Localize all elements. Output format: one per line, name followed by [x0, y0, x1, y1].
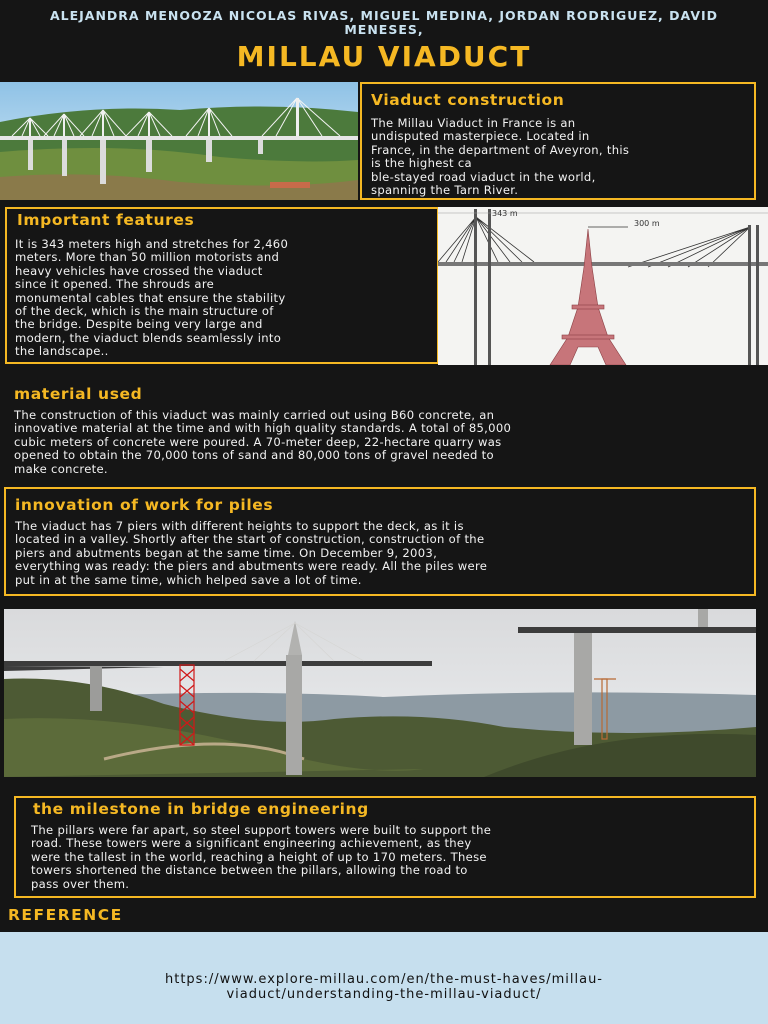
text-line: The Millau Viaduct in France is an — [371, 116, 576, 130]
text-line: ble-stayed road viaduct in the world, — [371, 169, 596, 184]
material-text — [14, 409, 759, 476]
text-line: pass over them. — [31, 876, 130, 891]
reference-url-line[interactable]: https://www.explore-millau.com/en/the-must-haves/millau- — [165, 972, 603, 987]
text-line: cubic meters of concrete were poured. A 70-meter deep, 22-hectare quarry was — [14, 434, 502, 449]
piles-section — [4, 487, 756, 596]
features-section — [5, 207, 439, 364]
text-line: spanning the Tarn River. — [371, 183, 519, 198]
text-line: modern, the viaduct blends seamlessly into — [15, 330, 282, 345]
construction-heading: Viaduct construction — [371, 91, 565, 109]
construction-text — [371, 117, 751, 197]
page-title: MILLAU VIADUCT — [236, 40, 532, 73]
text-line: everything was ready: the piers and abutments were ready. All the piles were — [15, 559, 488, 574]
comparison-drawing — [438, 207, 768, 365]
text-line: opened to obtain the 70,000 tons of sand and 80,000 tons of gravel needed to — [14, 448, 494, 463]
text-line: of the deck, which is the main structure of — [15, 304, 274, 319]
milestone-heading: the milestone in bridge engineering — [33, 800, 369, 818]
text-line: The viaduct has 7 piers with different heights to support the deck, as it is — [15, 519, 464, 533]
authors-line: ALEJANDRA MENOOZA NICOLAS RIVAS, MIGUEL MEDINA, JORDAN RODRIGUEZ, DAVID MENESES, — [49, 8, 719, 37]
construction-photo — [4, 609, 756, 777]
reference-link[interactable] — [20, 972, 748, 1002]
milestone-text — [31, 824, 751, 891]
features-heading: Important features — [17, 211, 195, 229]
text-line: road. These towers were a significant engineering achievement, as they — [31, 836, 472, 851]
text-line: monumental cables that ensure the stability — [15, 290, 286, 305]
text-line: piers and abutments began at the same time. On December 9, 2003, — [15, 545, 438, 560]
text-line: make concrete. — [14, 461, 108, 476]
reference-heading: REFERENCE — [8, 906, 123, 924]
features-text — [15, 238, 435, 359]
text-line: were the tallest in the world, reaching a height of up to 170 meters. These — [31, 849, 487, 864]
piles-text — [15, 520, 750, 587]
construction-photo-image — [4, 609, 756, 777]
text-line: meters. More than 50 million motorists and — [15, 250, 280, 265]
text-line: towers shortened the distance between the pillars, allowing the road to — [31, 863, 468, 878]
text-line: It is 343 meters high and stretches for 2,460 — [15, 237, 289, 251]
milestone-section — [14, 796, 756, 898]
text-line: heavy vehicles have crossed the viaduct — [15, 263, 263, 278]
text-line: located in a valley. Shortly after the start of construction, construction of the — [15, 532, 485, 547]
construction-section — [360, 82, 756, 200]
text-line: the bridge. Despite being very large and — [15, 317, 263, 332]
text-line: France, in the department of Aveyron, this — [371, 142, 630, 157]
text-line: The pillars were far apart, so steel support towers were built to support the — [31, 823, 492, 837]
diagram-label-left: 343 m — [492, 209, 518, 218]
text-line: put in at the same time, which helped save a lot of time. — [15, 572, 362, 587]
material-heading: material used — [14, 385, 143, 403]
text-line: innovative material at the time and with high quality standards. A total of 85,000 — [14, 421, 512, 436]
height-comparison-diagram — [438, 207, 768, 365]
diagram-label-right: 300 m — [634, 219, 660, 228]
text-line: The construction of this viaduct was mainly carried out using B60 concrete, an — [14, 408, 495, 422]
viaduct-photo-image — [0, 82, 358, 200]
piles-heading: innovation of work for piles — [15, 496, 274, 514]
text-line: the landscape.. — [15, 344, 109, 359]
reference-url-line[interactable]: viaduct/understanding-the-millau-viaduct/ — [226, 987, 542, 1002]
viaduct-photo — [0, 82, 358, 200]
text-line: undisputed masterpiece. Located in — [371, 129, 590, 144]
text-line: since it opened. The shrouds are — [15, 277, 215, 292]
text-line: is the highest ca — [371, 156, 472, 171]
